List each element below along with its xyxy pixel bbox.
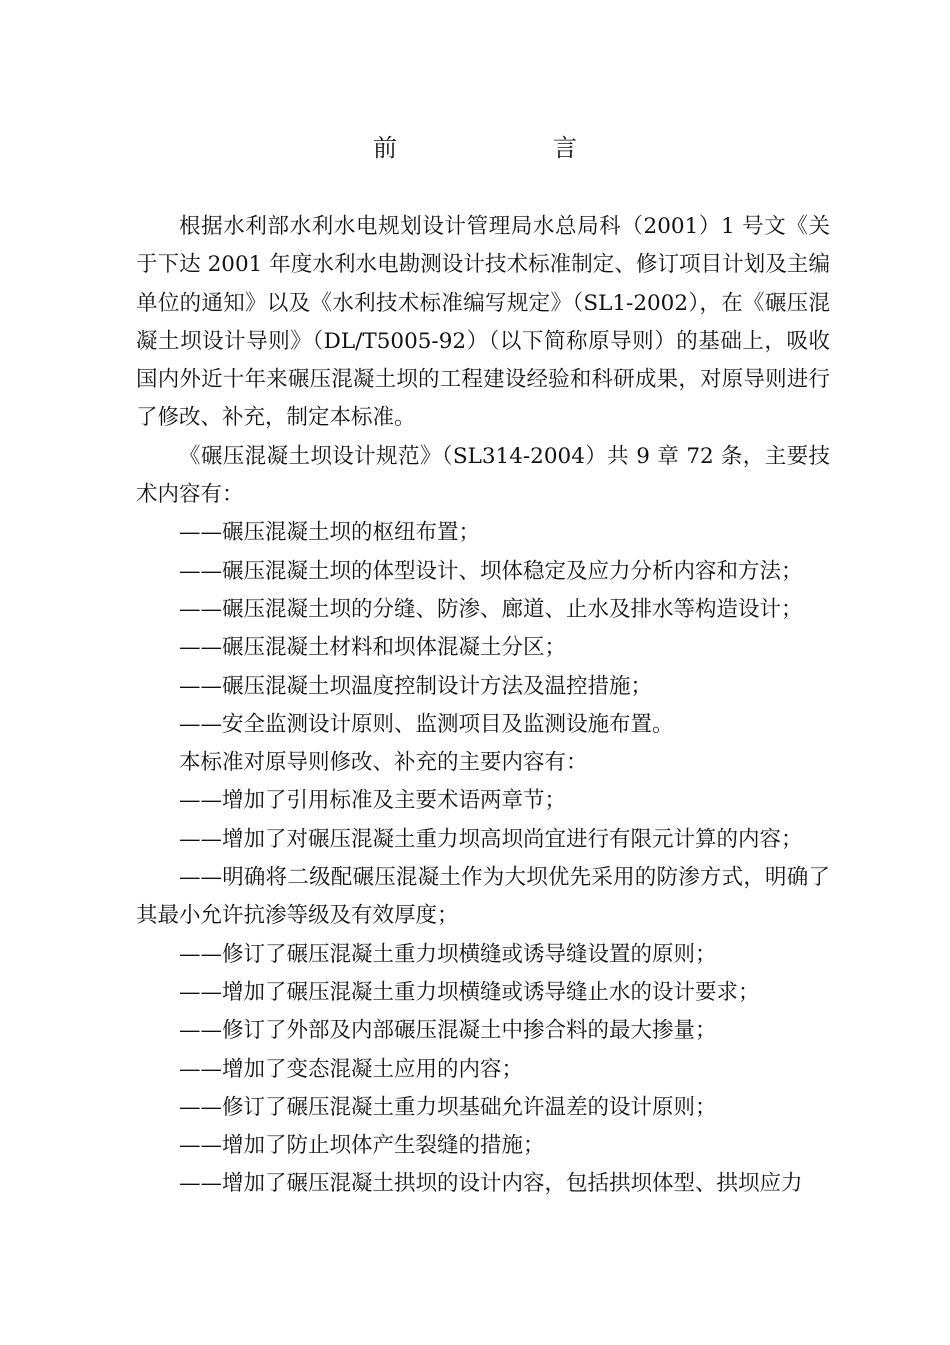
revision-item: ——增加了对碾压混凝土重力坝高坝尚宜进行有限元计算的内容；: [179, 826, 803, 852]
main-content-item: ——碾压混凝土坝的分缝、防渗、廊道、止水及排水等构造设计；: [179, 596, 803, 622]
revision-item: ——修订了外部及内部碾压混凝土中掺合料的最大掺量；: [179, 1018, 717, 1044]
main-content-item: ——碾压混凝土坝温度控制设计方法及温控措施；: [179, 673, 653, 699]
revision-item: ——增加了碾压混凝土重力坝横缝或诱导缝止水的设计要求；: [179, 979, 760, 1005]
revision-item: ——修订了碾压混凝土重力坝基础允许温差的设计原则；: [179, 1094, 717, 1120]
page-title: 前 言: [373, 134, 613, 162]
main-content-item: ——碾压混凝土坝的体型设计、坝体稳定及应力分析内容和方法；: [179, 558, 803, 584]
revision-item: ——明确将二级配碾压混凝土作为大坝优先采用的防渗方式，明确了其最小允许抗渗等级及有效厚度；: [136, 865, 830, 929]
intro-paragraph: 根据水利部水利水电规划设计管理局水总局科（2001）1 号文《关于下达 2001 年度水利水电勘测设计技术标准制定、修订项目计划及主编单位的通知》以及《水利技术标准编写规定》（SL1-2002），在《碾压混凝土坝设计导则》（DL/T5005-92）（以下简称原导则）的基础上，吸收国内外近十年来碾压混凝土坝的工程建设经验和科研成果，对原导则进行了修改、补充，制定本标准。: [136, 214, 830, 431]
revision-item: ——增加了碾压混凝土拱坝的设计内容，包括拱坝体型、拱坝应力: [179, 1171, 803, 1197]
main-content-item: ——安全监测设计原则、监测项目及监测设施布置。: [179, 711, 674, 737]
revision-item: ——增加了变态混凝土应用的内容；: [179, 1056, 524, 1082]
revision-item: ——增加了引用标准及主要术语两章节；: [179, 788, 567, 814]
revision-intro: 本标准对原导则修改、补充的主要内容有：: [179, 750, 588, 776]
revision-item: ——增加了防止坝体产生裂缝的措施；: [179, 1133, 545, 1159]
contents-paragraph: 《碾压混凝土坝设计规范》（SL314-2004）共 9 章 72 条，主要技术内容有：: [136, 443, 830, 508]
main-content-item: ——碾压混凝土材料和坝体混凝土分区；: [179, 635, 567, 661]
revision-item: ——修订了碾压混凝土重力坝横缝或诱导缝设置的原则；: [179, 941, 717, 967]
main-content-item: ——碾压混凝土坝的枢纽布置；: [179, 520, 481, 546]
document-body: [136, 208, 830, 1204]
